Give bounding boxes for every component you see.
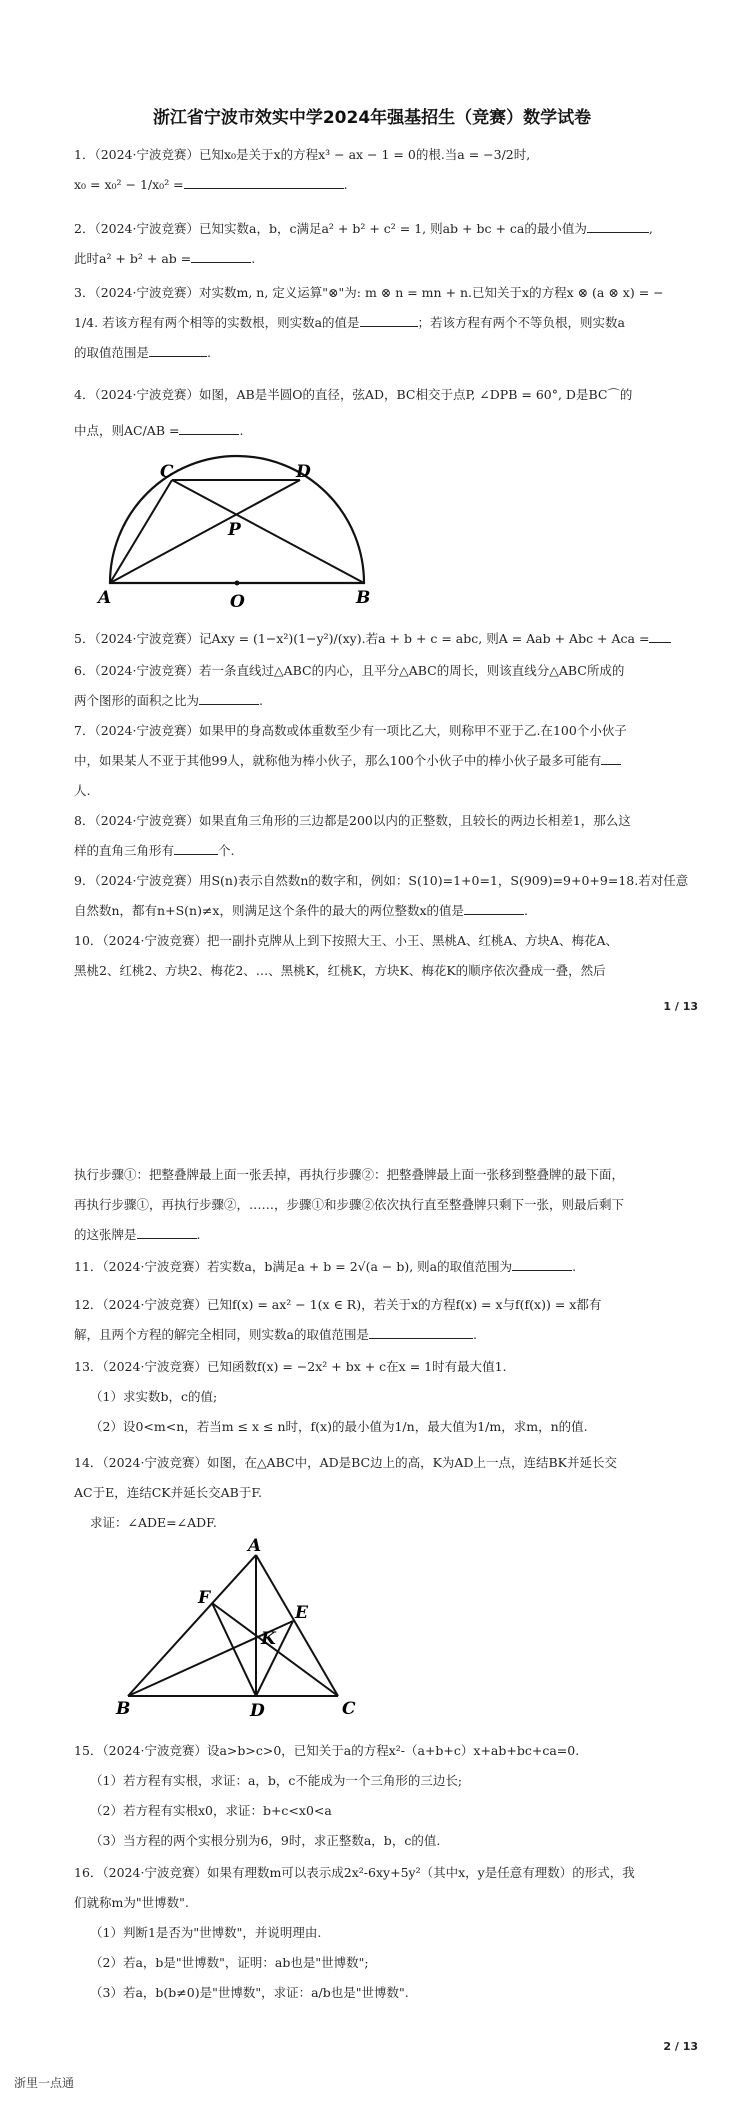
question-4: 4．（2024·宁波竞赛）如图，AB是半圆O的直径，弦AD，BC相交于点P, ∠DPB = 60°, D是BC⌒的 中点，则AC/AB = .	[74, 380, 696, 446]
question-9-line-1: 9．（2024·宁波竞赛）用S(n)表示自然数n的数字和，例如：S(10)=1+0=1，S(909)=9+0+9=18.若对任意	[74, 873, 689, 888]
question-12-line-2: 解，且两个方程的解完全相同，则实数a的取值范围是	[74, 1327, 369, 1342]
answer-blank[interactable]	[137, 1224, 197, 1239]
label-b: B	[356, 588, 371, 608]
question-16-part-2: （2）若a，b是"世博数"，证明：ab也是"世博数";	[90, 1955, 369, 1970]
question-1-line-1: 1．（2024·宁波竞赛）已知x₀是关于x的方程x³ − ax − 1 = 0的根.当a = −3/2时,	[74, 147, 531, 162]
question-14-line-1: 14．（2024·宁波竞赛）如图，在△ABC中，AD是BC边上的高，K为AD上一点，连结BK并延长交	[74, 1455, 618, 1470]
question-16-line-2: 们就称m为"世博数".	[74, 1895, 189, 1910]
label-c: C	[342, 1699, 356, 1719]
question-4-line-2: 中点，则AC/AB =	[74, 423, 180, 438]
answer-blank[interactable]	[174, 840, 218, 855]
question-13-line-1: 13．（2024·宁波竞赛）已知函数f(x) = −2x² + bx + c在x = 1时有最大值1.	[74, 1359, 507, 1374]
question-7-line-2: 中，如果某人不亚于其他99人，就称他为棒小伙子，那么100个小伙子中的棒小伙子最多可能有	[74, 753, 602, 768]
label-c: C	[160, 462, 174, 482]
question-10-line-1: 10．（2024·宁波竞赛）把一副扑克牌从上到下按照大王、小王、黑桃A、红桃A、方块A、梅花A、	[74, 933, 619, 948]
question-3: 3．（2024·宁波竞赛）对实数m, n, 定义运算"⊗"为: m ⊗ n = mn + n.已知关于x的方程x ⊗ (a ⊗ x) = − 1/4. 若该方程有两个相等的实数根，则实数a的值是 ；若该方程有两个不等负根，则实数a 的取值范围是 .	[74, 278, 696, 368]
question-7-line-3: 人.	[74, 783, 91, 798]
answer-blank[interactable]	[184, 174, 344, 189]
semicircle-figure	[100, 455, 380, 610]
answer-blank[interactable]	[512, 1256, 572, 1271]
label-d: D	[250, 1701, 265, 1721]
answer-blank[interactable]	[587, 218, 649, 233]
label-k: K	[261, 1629, 276, 1649]
page-1	[0, 0, 744, 1013]
answer-blank[interactable]	[179, 420, 239, 435]
question-10-line-4: 再执行步骤①，再执行步骤②，……，步骤①和步骤②依次执行直至整叠牌只剩下一张，则最后剩下	[74, 1197, 625, 1212]
question-14-line-2: AC于E，连结CK并延长交AB于F.	[74, 1485, 263, 1500]
footer-brand: 浙里一点通	[14, 2076, 75, 2090]
answer-blank[interactable]	[464, 900, 524, 915]
question-9: 9．（2024·宁波竞赛）用S(n)表示自然数n的数字和，例如：S(10)=1+0=1，S(909)=9+0+9=18.若对任意 自然数n，都有n+S(n)≠x，则满足这个条件的最大的两位整数x的值是 .	[74, 866, 696, 926]
question-2-line-2: 此时a² + b² + ab =	[74, 251, 192, 266]
question-10-part-1	[74, 926, 696, 986]
question-5-line-1: 5．（2024·宁波竞赛）记Axy = (1−x²)(1−y²)/(xy).若a + b + c = abc, 则A = Aab + Abc + Aca =	[74, 631, 650, 646]
question-10-line-5: 的这张牌是	[74, 1227, 137, 1242]
question-10-line-3: 执行步骤①：把整叠牌最上面一张丢掉，再执行步骤②：把整叠牌最上面一张移到整叠牌的最下面，	[74, 1167, 625, 1182]
question-14-line-3: 求证：∠ADE=∠ADF.	[90, 1515, 217, 1530]
question-1: 1．（2024·宁波竞赛）已知x₀是关于x的方程x³ − ax − 1 = 0的根.当a = −3/2时, x₀ = x₀² − 1/x₀² = .	[74, 140, 696, 200]
question-8-line-2: 样的直角三角形有	[74, 843, 175, 858]
question-16-part-3: （3）若a，b(b≠0)是"世博数"，求证：a/b也是"世博数".	[90, 1985, 409, 2000]
label-e: E	[295, 1603, 308, 1623]
question-1-line-2: x₀ = x₀² − 1/x₀² =	[74, 177, 184, 192]
label-p: P	[228, 520, 241, 540]
question-15-part-2: （2）若方程有实根x0，求证：b+c<x0<a	[90, 1803, 332, 1818]
question-10-line-2: 黑桃2、红桃2、方块2、梅花2、…、黑桃K，红桃K，方块K、梅花K的顺序依次叠成一叠，然后	[74, 963, 606, 978]
page-number: 1 / 13	[663, 1000, 698, 1013]
page-2	[0, 1000, 744, 2104]
answer-blank[interactable]	[191, 248, 251, 263]
question-12-line-1: 12．（2024·宁波竞赛）已知f(x) = ax² − 1(x ∈ R)，若关于x的方程f(x) = x与f(f(x)) = x都有	[74, 1297, 602, 1312]
question-3-line-3: 的取值范围是	[74, 345, 150, 360]
question-3-line-1: 3．（2024·宁波竞赛）对实数m, n, 定义运算"⊗"为: m ⊗ n = mn + n.已知关于x的方程x ⊗ (a ⊗ x) = −	[74, 285, 664, 300]
question-15	[74, 1736, 696, 1856]
answer-blank[interactable]	[649, 628, 671, 643]
question-13-part-1: （1）求实数b，c的值;	[90, 1389, 218, 1404]
question-15-line-1: 15．（2024·宁波竞赛）设a>b>c>0，已知关于a的方程x²-（a+b+c）x+ab+bc+ca=0.	[74, 1743, 580, 1758]
question-6-line-2: 两个图形的面积之比为	[74, 693, 200, 708]
label-a: A	[248, 1536, 262, 1556]
question-16-line-1: 16．（2024·宁波竞赛）如果有理数m可以表示成2x²-6xy+5y²（其中x，y是任意有理数）的形式，我	[74, 1865, 635, 1880]
question-13	[74, 1352, 696, 1442]
question-15-part-1: （1）若方程有实根，求证：a，b，c不能成为一个三角形的三边长;	[90, 1773, 463, 1788]
label-f: F	[198, 1588, 211, 1608]
question-13-part-2: （2）设0<m<n，若当m ≤ x ≤ n时，f(x)的最小值为1/n，最大值为1/m，求m，n的值.	[90, 1419, 588, 1434]
question-11-line-1: 11．（2024·宁波竞赛）若实数a，b满足a + b = 2√(a − b), 则a的取值范围为	[74, 1259, 513, 1274]
question-7	[74, 716, 696, 806]
question-6: 6．（2024·宁波竞赛）若一条直线过△ABC的内心，且平分△ABC的周长，则该直线分△ABC所成的 两个图形的面积之比为 .	[74, 656, 696, 716]
exam-title: 浙江省宁波市效实中学2024年强基招生（竞赛）数学试卷	[152, 108, 592, 128]
question-10-part-2: 执行步骤①：把整叠牌最上面一张丢掉，再执行步骤②：把整叠牌最上面一张移到整叠牌的最下面， 再执行步骤①，再执行步骤②，……，步骤①和步骤②依次执行直至整叠牌只剩下一张，则最后剩下 的这张牌是 .	[74, 1160, 696, 1250]
question-8-line-1: 8．（2024·宁波竞赛）如果直角三角形的三边都是200以内的正整数，且较长的两边长相差1，那么这	[74, 813, 631, 828]
page-number: 2 / 13	[663, 2040, 698, 2053]
question-14	[74, 1448, 696, 1538]
question-7-line-1: 7．（2024·宁波竞赛）如果甲的身高数或体重数至少有一项比乙大，则称甲不亚于乙.在100个小伙子	[74, 723, 627, 738]
answer-blank[interactable]	[149, 342, 207, 357]
label-b: B	[116, 1699, 131, 1719]
answer-blank[interactable]	[369, 1324, 473, 1339]
answer-blank[interactable]	[601, 750, 621, 765]
answer-blank[interactable]	[360, 312, 418, 327]
question-16	[74, 1858, 696, 2008]
question-12: 12．（2024·宁波竞赛）已知f(x) = ax² − 1(x ∈ R)，若关于x的方程f(x) = x与f(f(x)) = x都有 解，且两个方程的解完全相同，则实数a的取值范围是 .	[74, 1290, 696, 1350]
question-8-line-2b: 个.	[218, 843, 235, 858]
question-6-line-1: 6．（2024·宁波竞赛）若一条直线过△ABC的内心，且平分△ABC的周长，则该直线分△ABC所成的	[74, 663, 625, 678]
triangle-figure	[108, 1538, 372, 1720]
answer-blank[interactable]	[199, 690, 259, 705]
question-11: 11．（2024·宁波竞赛）若实数a，b满足a + b = 2√(a − b), 则a的取值范围为 .	[74, 1252, 696, 1282]
question-8	[74, 806, 696, 866]
question-4-line-1: 4．（2024·宁波竞赛）如图，AB是半圆O的直径，弦AD，BC相交于点P, ∠DPB = 60°, D是BC⌒的	[74, 387, 633, 402]
question-3-line-2: 1/4. 若该方程有两个相等的实数根，则实数a的值是	[74, 315, 360, 330]
label-a: A	[98, 588, 112, 608]
question-16-part-1: （1）判断1是否为"世博数"，并说明理由.	[90, 1925, 322, 1940]
question-9-line-2: 自然数n，都有n+S(n)≠x，则满足这个条件的最大的两位整数x的值是	[74, 903, 465, 918]
question-2: 2．（2024·宁波竞赛）已知实数a，b，c满足a² + b² + c² = 1, 则ab + bc + ca的最小值为 , 此时a² + b² + ab = .	[74, 214, 696, 274]
question-3-line-2b: ；若该方程有两个不等负根，则实数a	[417, 315, 625, 330]
question-15-part-3: （3）当方程的两个实根分别为6，9时，求正整数a，b，c的值.	[90, 1833, 441, 1848]
question-5	[74, 624, 696, 654]
question-2-line-1: 2．（2024·宁波竞赛）已知实数a，b，c满足a² + b² + c² = 1, 则ab + bc + ca的最小值为	[74, 221, 587, 236]
label-o: O	[230, 592, 245, 612]
label-d: D	[296, 462, 311, 482]
